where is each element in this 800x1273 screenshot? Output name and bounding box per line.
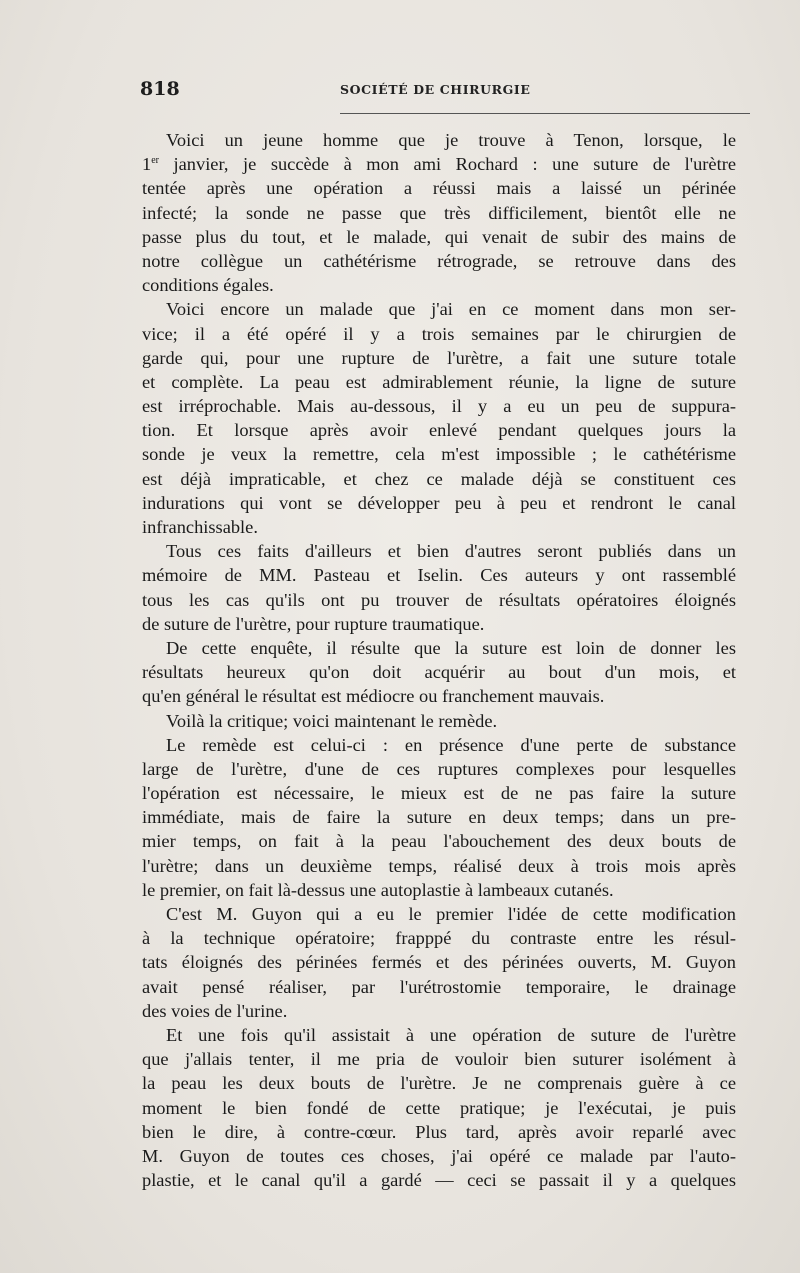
running-head xyxy=(140,78,750,100)
journal-title: SOCIÉTÉ DE CHIRURGIE xyxy=(340,82,531,97)
text-line: avait pensé réaliser, par l'urétrostomie temporaire, le drainage xyxy=(142,976,736,997)
text-line: est irréprochable. Mais au-dessous, il y a eu un peu de suppura- xyxy=(142,396,736,417)
text-line: mier temps, on fait à la peau l'abouchement des deux bouts de xyxy=(142,831,736,852)
text-line: le premier, on fait là-dessus une autoplastie à lambeaux cutanés. xyxy=(142,879,614,900)
text-line: vice; il a été opéré il y a trois semaines par le chirurgien de xyxy=(142,323,736,344)
text-line: que j'allais tenter, il me pria de vouloir bien suturer isolément à xyxy=(142,1049,736,1070)
text-line: Voici un jeune homme que je trouve à Tenon, lorsque, le xyxy=(166,130,736,150)
text-line: notre collègue un cathétérisme rétrograde, se retrouve dans des xyxy=(142,250,736,271)
text-line: qu'en général le résultat est médiocre ou franchement mauvais. xyxy=(142,686,605,707)
text-line: Le remède est celui-ci : en présence d'une perte de substance xyxy=(166,734,736,755)
text-line: l'opération est nécessaire, le mieux est de ne pas faire la suture xyxy=(142,783,736,804)
body-text xyxy=(142,128,736,1192)
text-line: résultats heureux qu'on doit acquérir au bout d'un mois, et xyxy=(142,662,736,683)
text-line: De cette enquête, il résulte que la suture est loin de donner les xyxy=(166,637,736,658)
text-line: des voies de l'urine. xyxy=(142,1000,288,1021)
text-line: tion. Et lorsque après avoir enlevé pendant quelques jours la xyxy=(142,420,736,441)
text-line: tentée après une opération a réussi mais a laissé un périnée xyxy=(142,178,736,199)
text-line: indurations qui vont se développer peu à peu et rendront le canal xyxy=(142,492,736,513)
text-line: tous les cas qu'ils ont pu trouver de résultats opératoires éloignés xyxy=(142,589,736,610)
text-line: à la technique opératoire; frapppé du contraste entre les résul- xyxy=(142,928,736,949)
text-line: bien le dire, à contre-cœur. Plus tard, après avoir reparlé avec xyxy=(142,1121,736,1142)
text-line: Voilà la critique; voici maintenant le remède. xyxy=(166,710,498,731)
text-line: passe plus du tout, et le malade, qui venait de subir des mains de xyxy=(142,226,736,247)
text-line: la peau les deux bouts de l'urètre. Je ne comprenais guère à ce xyxy=(142,1073,736,1094)
text-line: garde qui, pour une rupture de l'urètre, a fait une suture totale xyxy=(142,347,736,368)
text-line: infecté; la sonde ne passe que très difficilement, bientôt elle ne xyxy=(142,202,736,223)
text-line: conditions égales. xyxy=(142,275,274,296)
text-line: est déjà impraticable, et chez ce malade déjà se constituent ces xyxy=(142,468,736,489)
text-line: immédiate, mais de faire la suture en deux temps; dans un pre- xyxy=(142,807,736,828)
header-rule xyxy=(340,113,750,114)
page-number: 818 xyxy=(140,78,180,100)
text-line: Tous ces faits d'ailleurs et bien d'autres seront publiés dans un xyxy=(166,541,736,562)
text-line: Voici encore un malade que j'ai en ce moment dans mon ser- xyxy=(166,299,736,320)
text-line: moment le bien fondé de cette pratique; je l'exécutai, je puis xyxy=(142,1097,736,1118)
text-line: sonde je veux la remettre, cela m'est impossible ; le cathétérisme xyxy=(142,444,736,465)
text-line: Et une fois qu'il assistait à une opération de suture de l'urètre xyxy=(166,1024,736,1045)
text-line: mémoire de MM. Pasteau et Iselin. Ces auteurs y ont rassemblé xyxy=(142,565,736,586)
text-line: tats éloignés des périnées fermés et des périnées ouverts, M. Guyon xyxy=(142,952,736,973)
text-line: et complète. La peau est admirablement réunie, la ligne de suture xyxy=(142,371,736,392)
text-line: C'est M. Guyon qui a eu le premier l'idée de cette modification xyxy=(166,904,736,924)
text-line: l'urètre; dans un deuxième temps, réalisé deux à trois mois après xyxy=(142,855,736,876)
text-line: plastie, et le canal qu'il a gardé — ceci se passait il y a quelques xyxy=(142,1170,736,1191)
text-line: 1er janvier, je succède à mon ami Rochard : une suture de l'urètre xyxy=(142,154,736,175)
text-line: large de l'urètre, d'une de ces ruptures complexes pour lesquelles xyxy=(142,758,736,779)
text-line: infranchissable. xyxy=(142,517,258,537)
text-line: M. Guyon de toutes ces choses, j'ai opéré ce malade par l'auto- xyxy=(142,1145,736,1166)
text-line: de suture de l'urètre, pour rupture traumatique. xyxy=(142,613,485,634)
